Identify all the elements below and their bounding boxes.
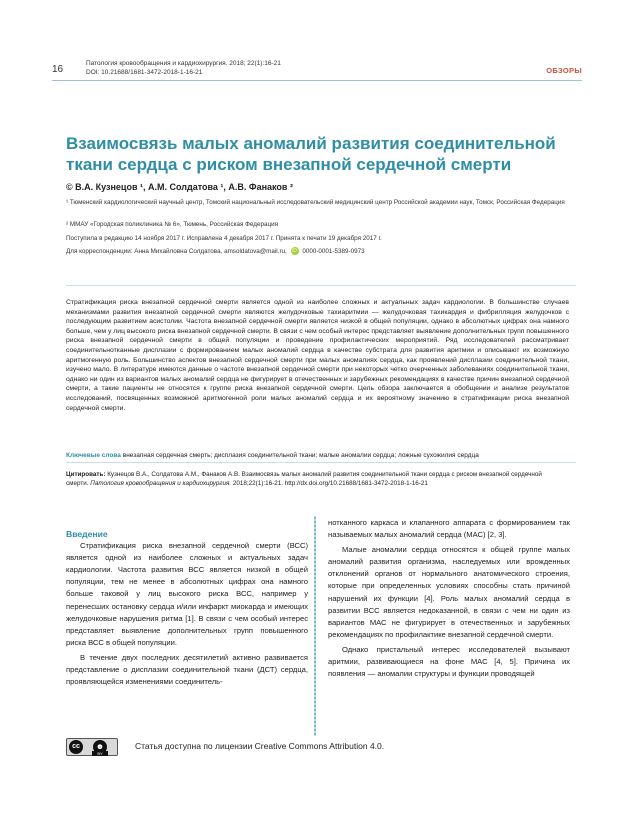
orcid-id[interactable]: 0000-0001-5389-0973 xyxy=(302,248,365,255)
page-number: 16 xyxy=(52,64,64,75)
affiliation-2: ² ММАУ «Городская поликлиника № 6», Тюмень, Российская Федерация xyxy=(66,221,279,228)
paragraph: нотканного каркаса и клапанного аппарата с формированием так называемых малых аномалий сердца (МАС) [2, 3]. xyxy=(328,518,570,540)
journal-name: Патология кровообращения и кардиохирургия. 2018; 22(1):16-21 xyxy=(86,60,281,67)
citation-label: Цитировать: xyxy=(66,471,106,478)
section-label: ОБЗОРЫ xyxy=(546,66,582,75)
citation-tail: 2018;22(1):16-21. http://dx.doi.org/10.21688/1681-3472-2018-1-16-21 xyxy=(232,480,428,487)
license-text: Статья доступна по лицензии Creative Commons Attribution 4.0. xyxy=(135,741,385,751)
intro-heading: Введение xyxy=(66,529,108,539)
abstract-top-divider xyxy=(66,285,576,286)
paragraph: В течение двух последних десятилетий активно развивается представление о дисплазии соединительной ткани (ДСТ) сердца, проявляющейся изменениями соединитель- xyxy=(66,652,308,687)
keywords-text: внезапная сердечная смерть; дисплазия соединительной ткани; малые аномалии сердца; ложные сухожилия сердца xyxy=(122,452,479,459)
citation xyxy=(66,470,566,488)
body-left-column xyxy=(66,528,308,688)
authors: © В.А. Кузнецов ¹, А.М. Солдатова ¹, А.В. Фанаков ² xyxy=(66,182,293,192)
abstract-text: Стратификация риска внезапной сердечной смерти является одной из наиболее сложных и актуальных задач кардиологии. В большинстве случаев механизмами развития внезапной сердечной смерти являются желудочковые тахиаритмии — желудочковая тахикардия и фибрилляция желудочков с последующим развитием асистолии. Частота внезапной сердечной смерти является низкой в общей популяции, однако в абсолютных цифрах она намного больше, чем у лиц высокого риска внезапной сердечной смерти. В связи с чем особый интерес представляет выявление дополнительных групп повышенного риска внезапной сердечной смерти в общей популяции и проведение профилактических мероприятий. Ряд исследователей рассматривает соединительнотканные дисплазии с формированием малых аномалий сердца в качестве субстрата для развития аритмии и описывают их возможную аритмогенную роль. Большинство аспектов внезапной сердечной смерти при малых аномалиях сердца, как проявлений дисплазии соединительной ткани, изучено мало. В литературе имеются данные о частоте внезапной сердечной смерти при некоторых четко очерченных заболеваниях соединительной ткани, однако ни один из вариантов малых аномалий сердца не фигурирует в отечественных и зарубежных рекомендациях в качестве причин внезапной сердечной смерти, а такие пациенты не относятся к группе риска внезапной сердечной смерти. Цель обзора заключается в обобщении и анализе результатов исследований, посвященных возможной аритмогенной роли малых аномалий сердца и их вероятному значению в стратификации риска внезапной сердечной смерти. xyxy=(66,299,569,412)
correspondence-text: Для корреспонденции: Анна Михайловна Солдатова, amsoldatova@mail.ru, xyxy=(66,248,287,255)
keywords xyxy=(66,452,576,459)
correspondence xyxy=(66,247,576,256)
paragraph: Стратификация риска внезапной сердечной смерти (ВСС) является одной из наиболее сложных и актуальных задач кардиологии. Частота развития ВСС является низкой в общей популяции, тем не менее в абсолютных цифрах она намного больше таковой у лиц высокого риска ВСС, например у перенесших остановку сердца и/или инфаркт миокарда и имеющих желудочковые нарушения ритма [1]. В связи с чем особый интерес представляет выявление дополнительных групп повышенного риска ВСС в общей популяции. xyxy=(66,541,308,647)
journal-info xyxy=(86,59,281,77)
paragraph: Малые аномалии сердца относятся к общей группе малых аномалий развития организма, наследуемых или врожденных отклонений органов от нормального анатомического строения, которые при определенных условиях способны стать причиной нарушений их функции [4]. Роль малых аномалий сердца в развитии ВСС является недоказанной, в связи с чем ни один из вариантов МАС не фигурирует в отечественных и зарубежных рекомендациях по профилактике внезапной сердечной смерти. xyxy=(328,545,570,639)
attribution-person-icon: ☻ xyxy=(93,740,107,754)
header-divider xyxy=(52,80,582,81)
body-right-column xyxy=(328,517,570,680)
received-dates: Поступила в редакцию 14 ноября 2017 г. Исправлена 4 декабря 2017 г. Принята к печати 19 декабря 2017 г. xyxy=(66,235,382,242)
column-separator xyxy=(314,516,316,736)
abstract xyxy=(66,298,569,413)
article-title: Взаимосвязь малых аномалий развития соединительной ткани сердца с риском внезапной сердечной смерти xyxy=(66,134,556,174)
citation-text: Кузнецов В.А., Солдатова А.М., Фанаков А.В. Взаимосвязь малых аномалий развития соединительной ткани сердца с риском внезапной сердечной смерти. xyxy=(66,471,542,487)
doi: DOI: 10.21688/1681-3472-2018-1-16-21 xyxy=(86,69,203,76)
keywords-label: Ключевые слова xyxy=(66,452,121,459)
orcid-icon: iD xyxy=(292,248,297,255)
cc-by-label: BY xyxy=(92,751,108,756)
affiliation-1: ¹ Тюменский кардиологический научный центр, Томский национальный исследовательский медицинский центр Российской академии наук, Томск, Российская Федерация xyxy=(66,199,565,206)
keywords-divider xyxy=(66,462,576,463)
cc-icon: cc xyxy=(69,740,83,754)
citation-journal: Патология кровообращения и кардиохирургия. xyxy=(90,480,232,487)
cc-license-badge[interactable] xyxy=(66,738,118,756)
paragraph: Однако пристальный интерес исследователей вызывают аритмии, развивающиеся на фоне МАС [4, 5]. Причина их появления — аномалии структуры и функции проводящей xyxy=(328,644,570,679)
